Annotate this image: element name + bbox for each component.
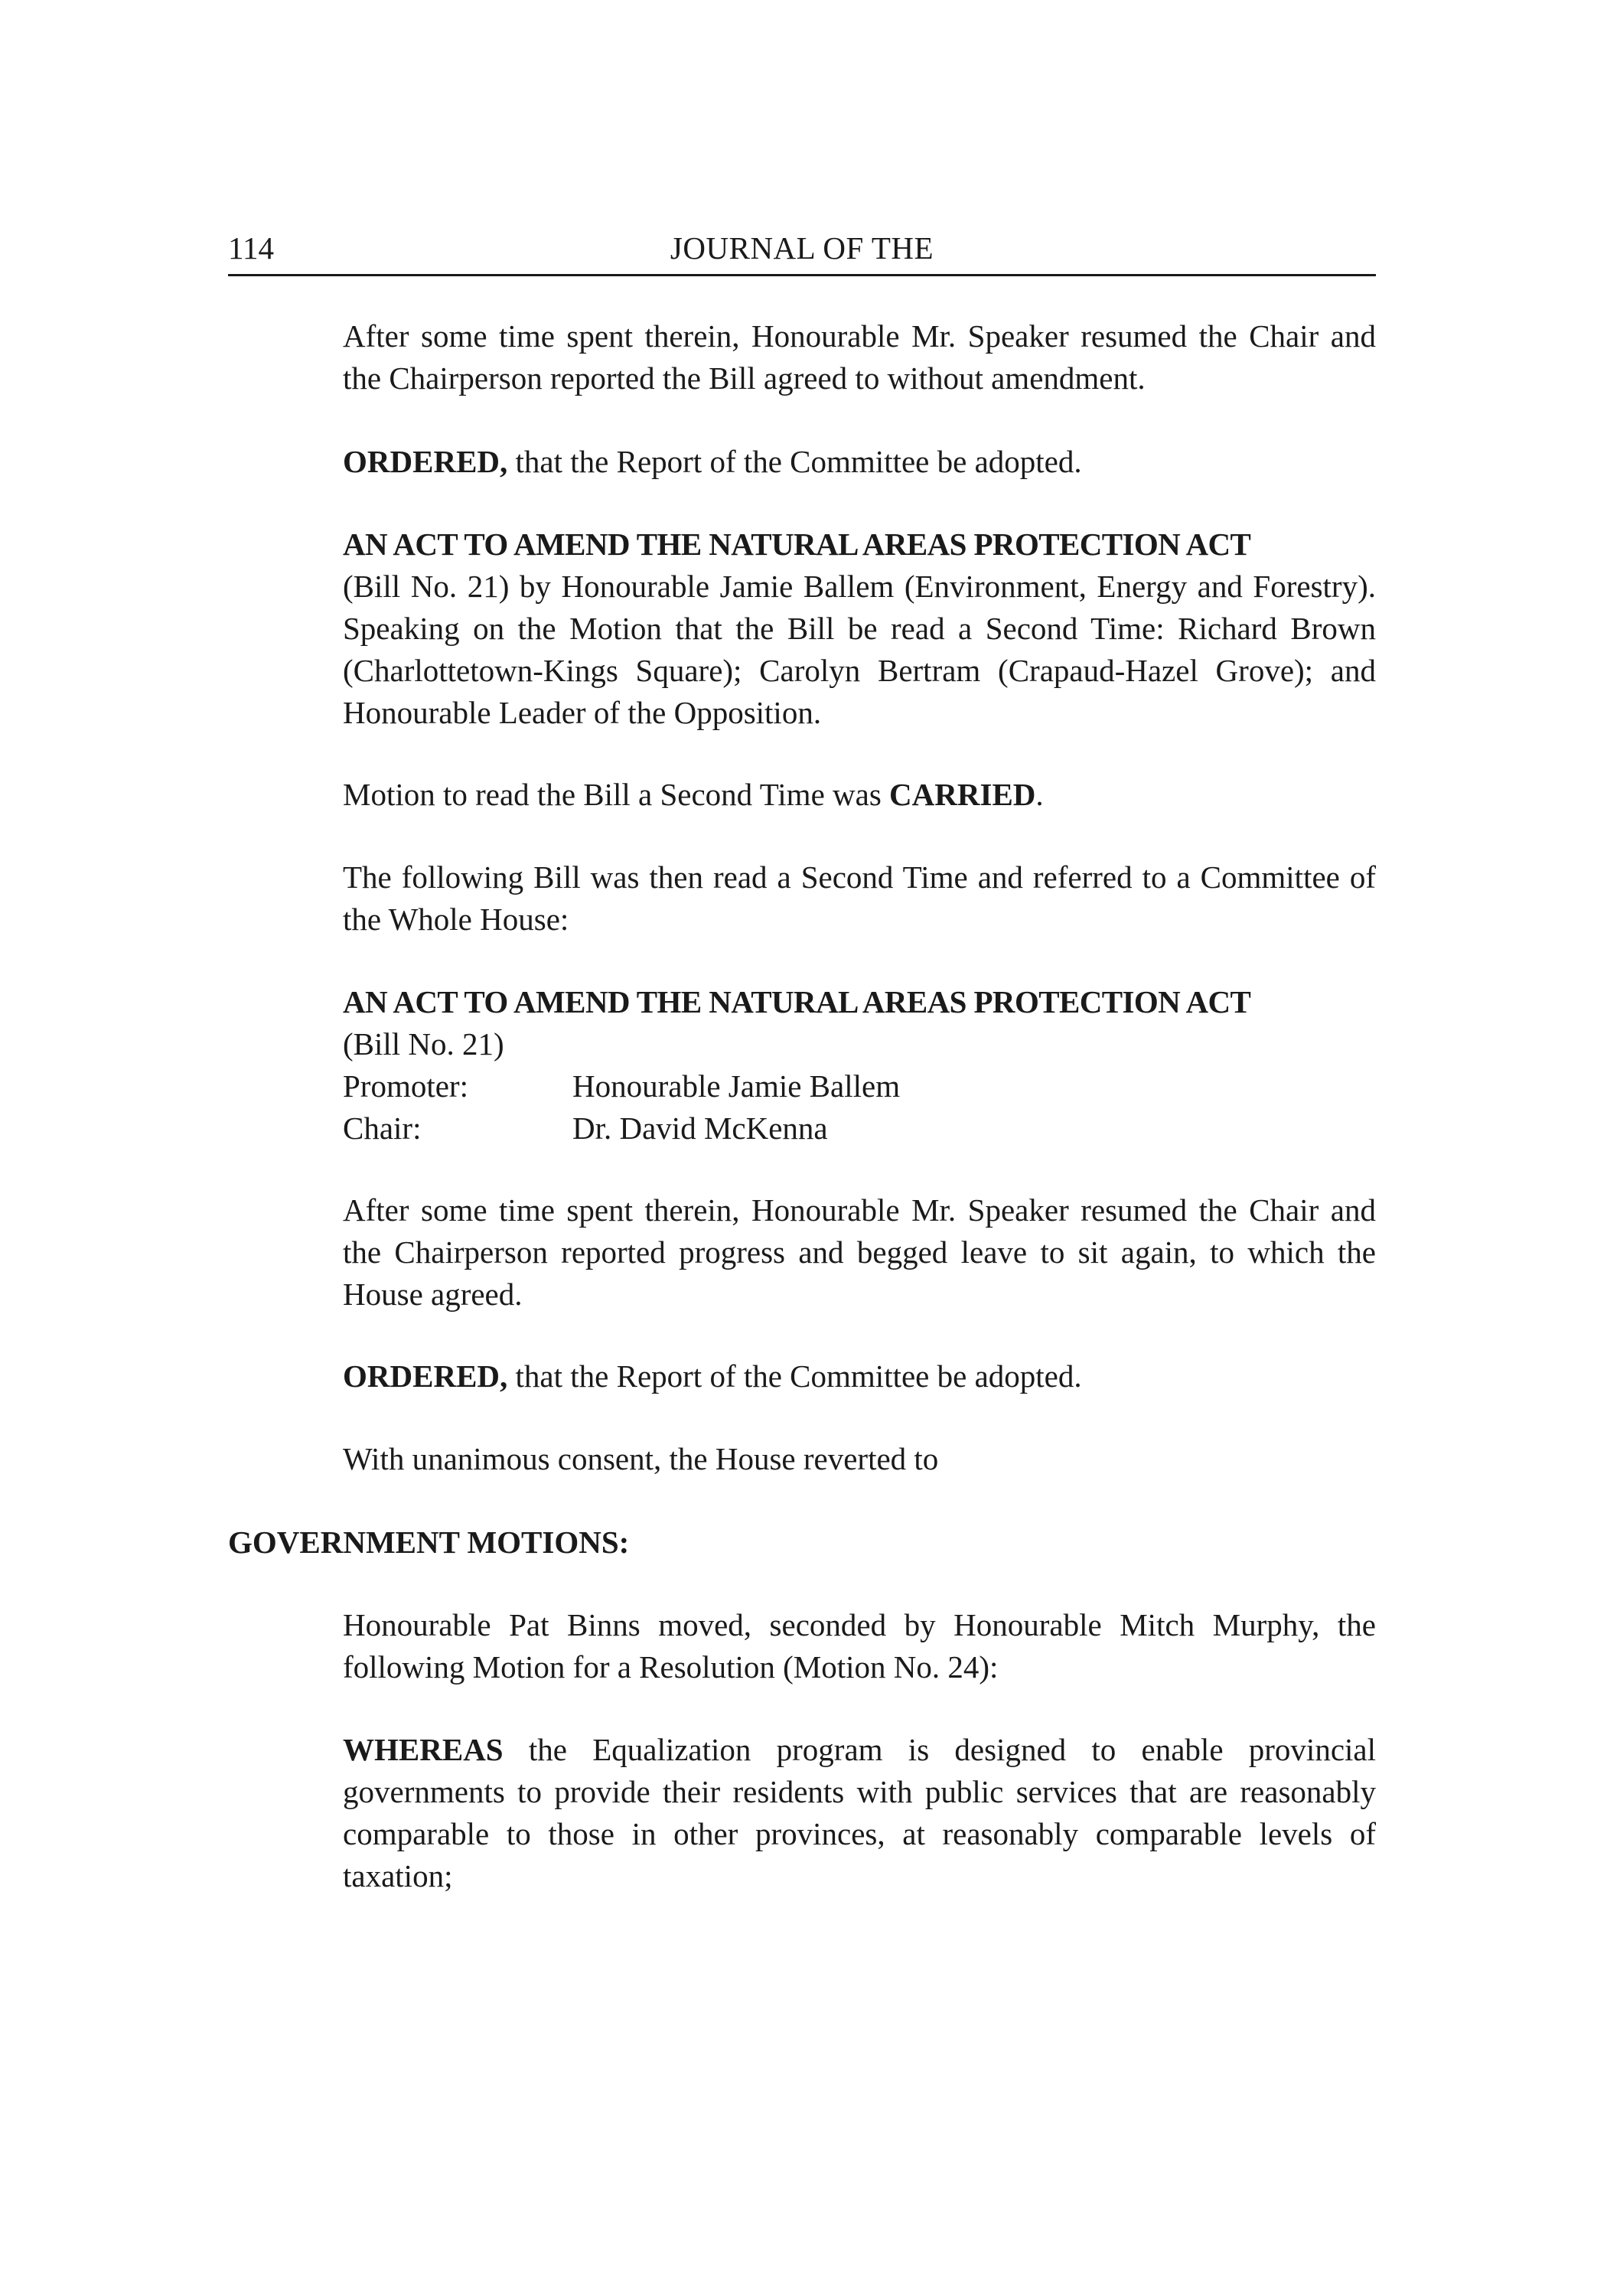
- ordered-keyword: ORDERED,: [343, 1358, 508, 1394]
- bill-title: AN ACT TO AMEND THE NATURAL AREAS PROTECTION ACT: [343, 527, 1251, 562]
- paragraph-ordered-1: ORDERED, that the Report of the Committee be adopted.: [343, 444, 1082, 479]
- paragraph-referred-committee: The following Bill was then read a Second Time and referred to a Committee of the Whole House:: [343, 859, 1376, 937]
- carried-keyword: CARRIED: [889, 777, 1036, 812]
- chair-row: [343, 1107, 1376, 1150]
- bill-title: AN ACT TO AMEND THE NATURAL AREAS PROTECTION ACT: [343, 984, 1251, 1019]
- paragraph-motion-carried: Motion to read the Bill a Second Time was CARRIED.: [343, 777, 1044, 812]
- paragraph-ordered-2: ORDERED, that the Report of the Committee be adopted.: [343, 1358, 1082, 1394]
- paragraph-whereas: WHEREAS the Equalization program is designed to enable provincial governments to provide their residents with public services that are reasonably comparable to those in other provinces, at reasonably comparable levels of taxation;: [343, 1732, 1376, 1893]
- promoter-value: Honourable Jamie Ballem: [572, 1068, 901, 1104]
- page-number: 114: [228, 230, 274, 266]
- paragraph-committee-report-2: After some time spent therein, Honourable Mr. Speaker resumed the Chair and the Chairperson reported progress and begged leave to sit again, to which the House agreed.: [343, 1192, 1376, 1312]
- paragraph-motion-moved: Honourable Pat Binns moved, seconded by Honourable Mitch Murphy, the following Motion for a Resolution (Motion No. 24):: [343, 1607, 1376, 1684]
- paragraph-unanimous-consent: With unanimous consent, the House reverted to: [343, 1441, 939, 1476]
- paragraph-committee-report-1: After some time spent therein, Honourable Mr. Speaker resumed the Chair and the Chairperson reported the Bill agreed to without amendment.: [343, 318, 1376, 396]
- whereas-keyword: WHEREAS: [343, 1732, 504, 1767]
- promoter-label: Promoter:: [343, 1068, 468, 1104]
- page-header: [228, 228, 1376, 276]
- running-head: JOURNAL OF THE: [670, 230, 934, 266]
- bill-committee-entry: [343, 981, 1376, 1150]
- bill-number: (Bill No. 21): [343, 1026, 504, 1062]
- paragraph-bill-second-reading: [343, 523, 1376, 734]
- ordered-keyword: ORDERED,: [343, 444, 508, 479]
- section-heading-government-motions: GOVERNMENT MOTIONS:: [228, 1525, 630, 1560]
- chair-value: Dr. David McKenna: [572, 1110, 828, 1146]
- promoter-row: [343, 1065, 1376, 1107]
- chair-label: Chair:: [343, 1110, 422, 1146]
- bill-reading-text: (Bill No. 21) by Honourable Jamie Ballem (Environment, Energy and Forestry). Speaking on the Motion that the Bill be read a Second Time: Richard Brown (Charlottetown-Kings Square); Carolyn Bertram (Crapaud-Hazel Grove); and Honourable Leader of the Opposition.: [343, 569, 1376, 730]
